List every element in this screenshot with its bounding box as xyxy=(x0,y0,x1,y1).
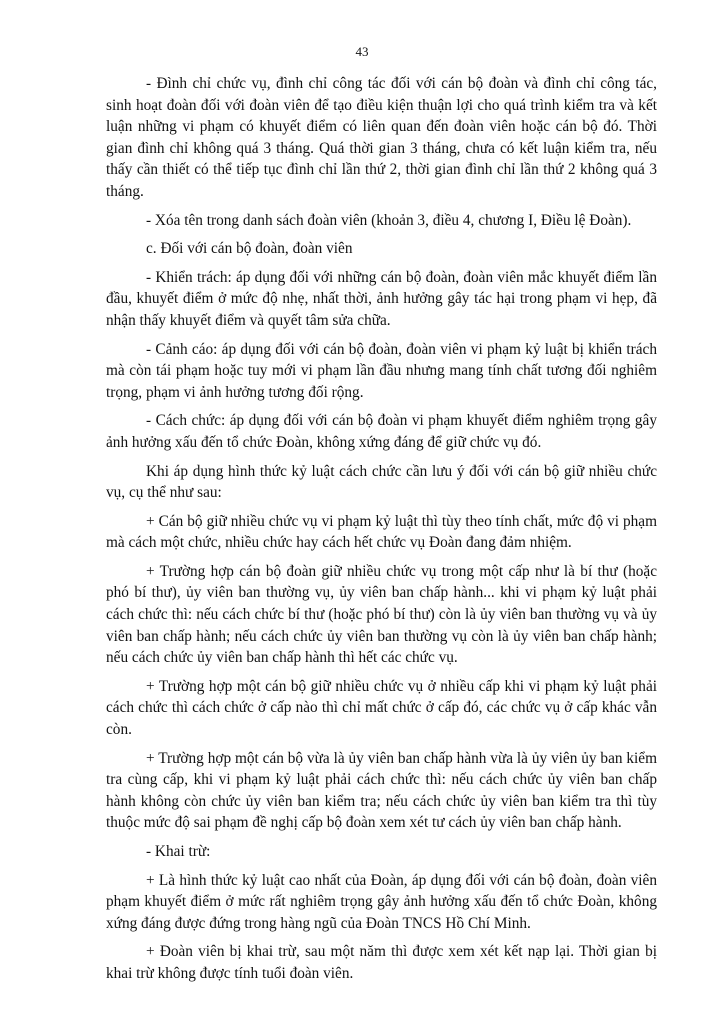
paragraph-suspension: - Đình chỉ chức vụ, đình chỉ công tác đối với cán bộ đoàn và đình chỉ công tác, sinh hoạt đoàn đối với đoàn viên để tạo điều kiện thuận lợi cho quá trình kiểm tra và kết luận những vi phạm có khuyết điểm có liên quan đến đoàn viên hoặc cán bộ đó. Thời gian đình chỉ không quá 3 tháng. Quá thời gian 3 tháng, chưa có kết luận kiểm tra, nếu thấy cần thiết có thể tiếp tục đình chỉ lần thứ 2, thời gian đình chỉ lần thứ 2 không quá 3 tháng. xyxy=(106,75,657,200)
paragraph-remove-from-list: - Xóa tên trong danh sách đoàn viên (khoản 3, điều 4, chương I, Điều lệ Đoàn). xyxy=(146,211,632,229)
paragraph-dismissal-note: Khi áp dụng hình thức kỷ luật cách chức cần lưu ý đối với cán bộ giữ nhiều chức vụ, cụ thể như sau: xyxy=(106,462,657,502)
page-number: 43 xyxy=(355,44,369,59)
document-body xyxy=(106,73,657,992)
paragraph-same-level-positions: + Trường hợp cán bộ đoàn giữ nhiều chức vụ trong một cấp như là bí thư (hoặc phó bí thư), ủy viên ban thường vụ, ủy viên ban chấp hành... khi vi phạm kỷ luật phải cách chức thì: nếu cách chức bí thư (hoặc phó bí thư) còn là ủy viên ban thường vụ và ủy viên ban chấp hành; nếu cách chức ủy viên ban thường vụ còn là ủy viên ban chấp hành; nếu cách chức ủy viên ban chấp hành thì hết các chức vụ. xyxy=(106,562,657,667)
paragraph-expulsion-definition: + Là hình thức kỷ luật cao nhất của Đoàn, áp dụng đối với cán bộ đoàn, đoàn viên phạm khuyết điểm ở mức rất nghiêm trọng gây ảnh hưởng xấu đến tổ chức Đoàn, không xứng đáng được đứng trong hàng ngũ của Đoàn TNCS Hồ Chí Minh. xyxy=(106,871,657,932)
section-heading-cadres-members: c. Đối với cán bộ đoàn, đoàn viên xyxy=(146,240,353,258)
paragraph-multi-level-positions: + Trường hợp một cán bộ giữ nhiều chức vụ ở nhiều cấp khi vi phạm kỷ luật phải cách chức thì cách chức ở cấp nào thì chỉ mất chức ở cấp đó, các chức vụ ở cấp khác vẫn còn. xyxy=(106,677,657,739)
paragraph-multiple-positions: + Cán bộ giữ nhiều chức vụ vi phạm kỷ luật thì tùy theo tính chất, mức độ vi phạm mà cách một chức, nhiều chức hay cách hết chức vụ Đoàn đang đảm nhiệm. xyxy=(106,512,657,552)
paragraph-reprimand: - Khiển trách: áp dụng đối với những cán bộ đoàn, đoàn viên mắc khuyết điểm lần đầu, khuyết điểm ở mức độ nhẹ, nhất thời, ảnh hưởng gây tác hại trong phạm vi hẹp, đã nhận thấy khuyết điểm và quyết tâm sửa chữa. xyxy=(106,268,657,329)
paragraph-inspection-committee: + Trường hợp một cán bộ vừa là ủy viên ban chấp hành vừa là ủy viên ủy ban kiểm tra cùng cấp, khi vi phạm kỷ luật phải cách chức thì: nếu cách chức ủy viên ban chấp hành không còn chức ủy viên ban kiểm tra; nếu cách chức ủy viên ban kiểm tra thì tùy thuộc mức độ sai phạm đề nghị cấp bộ đoàn xem xét tư cách ủy viên ban chấp hành. xyxy=(106,749,657,832)
paragraph-expulsion-readmission: + Đoàn viên bị khai trừ, sau một năm thì được xem xét kết nạp lại. Thời gian bị khai trừ không được tính tuổi đoàn viên. xyxy=(106,943,657,982)
paragraph-dismissal: - Cách chức: áp dụng đối với cán bộ đoàn vi phạm khuyết điểm nghiêm trọng gây ảnh hưởng xấu đến tổ chức Đoàn, không xứng đáng để giữ chức vụ đó. xyxy=(106,412,657,451)
paragraph-expulsion-heading: - Khai trừ: xyxy=(146,843,211,860)
paragraph-warning: - Cảnh cáo: áp dụng đối với cán bộ đoàn, đoàn viên vi phạm kỷ luật bị khiển trách mà còn tái phạm hoặc tuy mới vi phạm lần đầu nhưng mang tính chất tương đối nghiêm trọng, phạm vi ảnh hưởng tương đối rộng. xyxy=(106,340,657,401)
